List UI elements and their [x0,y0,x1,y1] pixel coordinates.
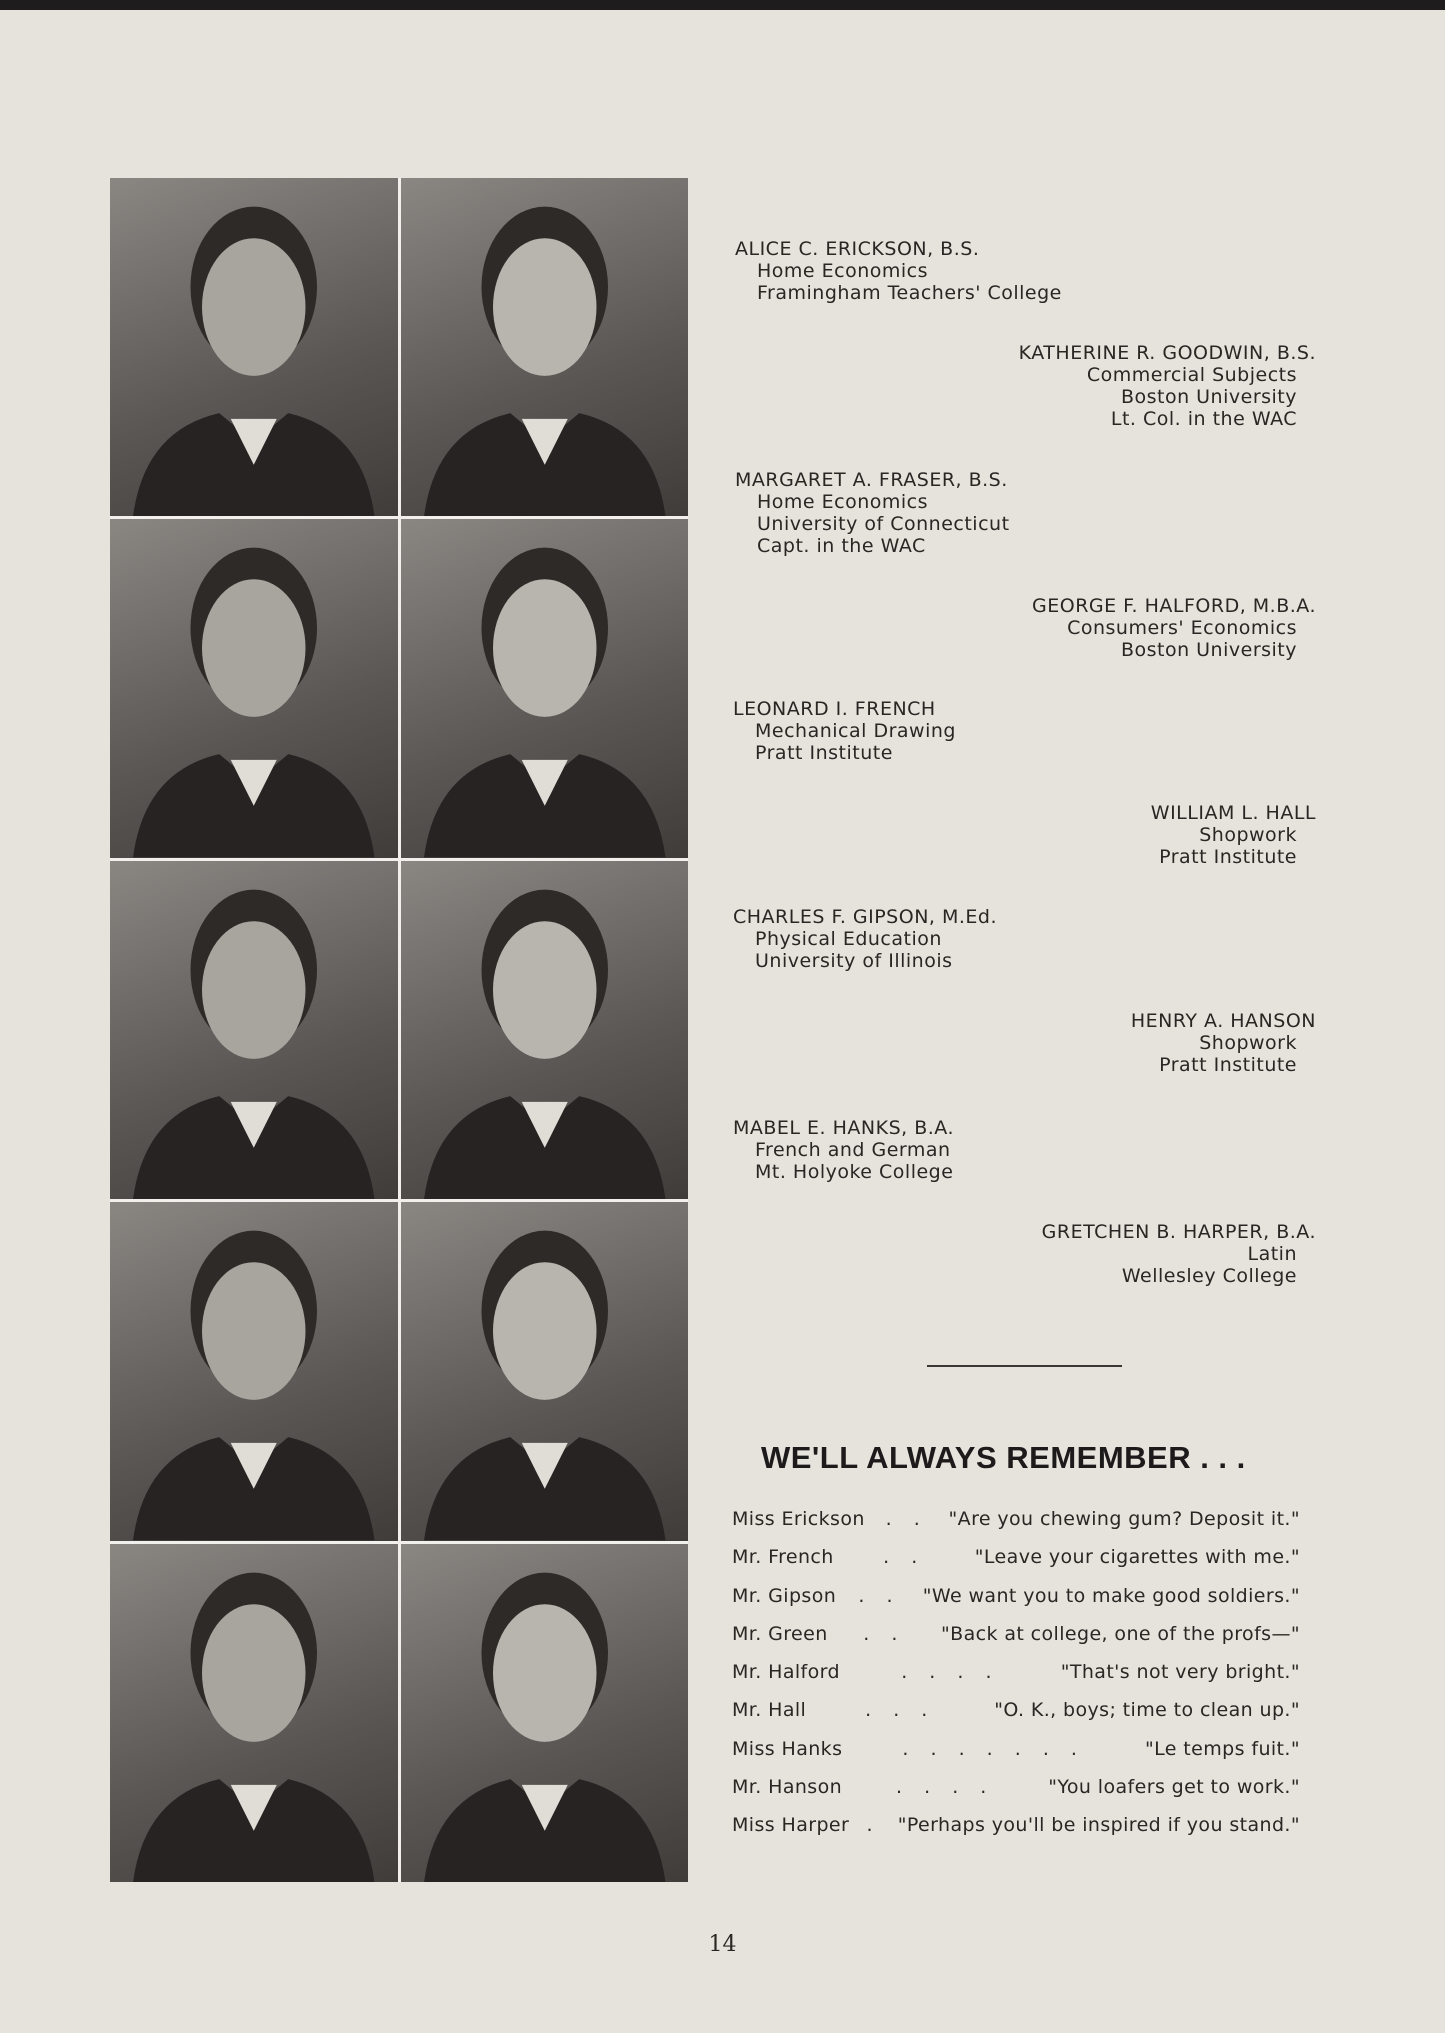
quote-text: "Back at college, one of the profs—" [941,1622,1300,1645]
faculty-school: Pratt Institute [1159,1054,1297,1076]
portrait-erickson [110,178,398,516]
quote-person: Mr. Hanson [732,1776,843,1799]
quote-row [732,1661,1300,1699]
faculty-name: WILLIAM L. HALL [1150,802,1316,824]
quote-leader: . [866,1814,881,1837]
faculty-school: University of Connecticut [757,513,1010,535]
faculty-name: CHARLES F. GIPSON, M.Ed. [733,906,998,928]
quote-leader: . . [863,1622,906,1645]
quote-person: Mr. Halford [732,1661,841,1684]
faculty-entry [735,238,1062,304]
portrait-silhouette-icon [110,861,398,1199]
faculty-name: GEORGE F. HALFORD, M.B.A. [1032,595,1316,617]
quote-leader: . . . [865,1699,936,1722]
faculty-school: Wellesley College [1121,1265,1297,1287]
portrait-harper [401,1544,689,1882]
quote-row [732,1814,1300,1852]
faculty-school: Boston University [1120,639,1297,661]
quote-text: "Leave your cigarettes with me." [974,1546,1300,1569]
portrait-goodwin [401,178,689,516]
portrait-hall [401,861,689,1199]
faculty-entry [1151,802,1316,868]
quote-person: Miss Harper [732,1814,850,1837]
faculty-subject: Home Economics [757,260,929,282]
faculty-name: MABEL E. HANKS, B.A. [733,1117,955,1139]
faculty-school: Framingham Teachers' College [757,282,1062,304]
quote-row [732,1776,1300,1814]
quote-person: Mr. Green [732,1622,828,1645]
faculty-entry [733,1117,954,1183]
quote-person: Mr. French [732,1546,834,1569]
faculty-entry [1032,595,1316,661]
quote-text: "We want you to make good soldiers." [922,1584,1300,1607]
faculty-subject: Mechanical Drawing [755,720,956,742]
quote-text: "Perhaps you'll be inspired if you stand." [897,1814,1300,1837]
quote-text: "You loafers get to work." [1048,1776,1300,1799]
faculty-subject: Home Economics [757,491,929,513]
portrait-hanks [110,1544,398,1882]
portrait-silhouette-icon [401,1544,689,1882]
quote-row [732,1738,1300,1776]
portrait-halford [401,519,689,857]
portrait-french [110,861,398,1199]
quote-person: Mr. Gipson [732,1584,837,1607]
faculty-entry [1019,342,1316,430]
faculty-entry [733,906,997,972]
quote-row [732,1508,1300,1546]
quote-row [732,1585,1300,1623]
faculty-school: University of Illinois [755,950,953,972]
quote-row [732,1623,1300,1661]
faculty-name: LEONARD I. FRENCH [733,698,936,720]
faculty-school: Boston University [1120,386,1297,408]
faculty-subject: Shopwork [1199,824,1297,846]
quote-leader: . . . . . . . [902,1737,1085,1760]
portrait-silhouette-icon [401,178,689,516]
remember-heading: WE'LL ALWAYS REMEMBER . . . [761,1440,1246,1475]
faculty-note: Capt. in the WAC [757,535,926,557]
quote-leader: . . [885,1508,928,1530]
faculty-school: Pratt Institute [1159,846,1297,868]
faculty-name: ALICE C. ERICKSON, B.S. [735,238,980,260]
portrait-gipson [110,1202,398,1540]
faculty-subject: Latin [1247,1243,1297,1265]
quote-row [732,1546,1300,1584]
faculty-entry [1042,1221,1316,1287]
quote-row [732,1699,1300,1737]
faculty-name: HENRY A. HANSON [1130,1010,1316,1032]
portrait-silhouette-icon [401,519,689,857]
faculty-entry [735,469,1010,557]
divider [927,1365,1122,1367]
quotes-list [732,1508,1300,1853]
quote-person: Mr. Hall [732,1699,807,1722]
portrait-silhouette-icon [110,519,398,857]
quote-person: Miss Erickson [732,1508,865,1530]
faculty-name: GRETCHEN B. HARPER, B.A. [1041,1221,1316,1243]
quote-person: Miss Hanks [732,1737,843,1760]
quote-text: "O. K., boys; time to clean up." [994,1699,1300,1722]
quote-leader: . . [883,1546,926,1569]
faculty-subject: French and German [755,1139,951,1161]
faculty-name: KATHERINE R. GOODWIN, B.S. [1018,342,1316,364]
faculty-school: Mt. Holyoke College [755,1161,954,1183]
quote-leader: . . . . [901,1661,1000,1684]
faculty-note: Lt. Col. in the WAC [1110,408,1297,430]
faculty-subject: Commercial Subjects [1086,364,1297,386]
quote-text: "Are you chewing gum? Deposit it." [948,1508,1300,1530]
quote-text: "That's not very bright." [1060,1661,1300,1684]
top-border [0,0,1445,10]
faculty-school: Pratt Institute [755,742,893,764]
faculty-entry [1131,1010,1316,1076]
portrait-silhouette-icon [110,1544,398,1882]
faculty-subject: Physical Education [755,928,942,950]
faculty-entry [733,698,956,764]
quote-leader: . . [858,1584,901,1607]
quote-text: "Le temps fuit." [1144,1737,1300,1760]
portrait-hanson [401,1202,689,1540]
page-number: 14 [708,1932,737,1957]
portrait-fraser [110,519,398,857]
faculty-name: MARGARET A. FRASER, B.S. [735,469,1008,491]
portrait-silhouette-icon [401,861,689,1199]
quote-leader: . . . . [896,1776,995,1799]
portrait-grid [110,178,688,1882]
faculty-subject: Shopwork [1199,1032,1297,1054]
portrait-silhouette-icon [401,1202,689,1540]
faculty-subject: Consumers' Economics [1067,617,1297,639]
portrait-silhouette-icon [110,178,398,516]
portrait-silhouette-icon [110,1202,398,1540]
